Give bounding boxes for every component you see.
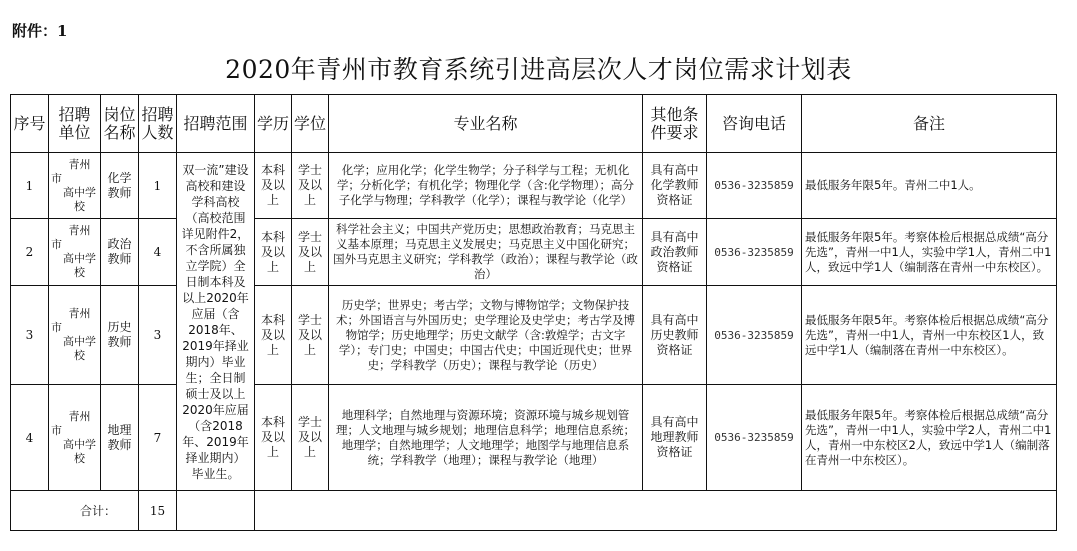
total-empty-scope: [177, 491, 255, 531]
education-cell: 本科及以上: [255, 286, 292, 385]
header-seq: 序号: [11, 95, 49, 153]
position-cell: 政治教师: [101, 219, 139, 286]
total-empty-rest: [255, 491, 1057, 531]
recruitment-plan-table: [10, 94, 1057, 531]
other-cell: 具有高中化学教师资格证: [643, 153, 707, 219]
position-cell: 地理教师: [101, 385, 139, 491]
seq-cell: 1: [11, 153, 49, 219]
attachment-label: 附件：1: [12, 22, 68, 40]
note-cell: 最低服务年限5年。青州二中1人。: [802, 153, 1057, 219]
seq-cell: 4: [11, 385, 49, 491]
total-count: 15: [139, 491, 177, 531]
unit-cell: 青州 市 高中学校: [49, 153, 101, 219]
phone-cell: 0536-3235859: [707, 385, 802, 491]
phone-cell: 0536-3235859: [707, 219, 802, 286]
header-note: 备注: [802, 95, 1057, 153]
scope-cell: 双一流”建设高校和建设学科高校（高校范围详见附件2，不含所属独立学院）全日制本科及以上2020年应届（含2018年、2019年择业期内）毕业生；全日制硕士及以上2020年应届（含2018年、2019年择业期内）毕业生。: [177, 153, 255, 491]
other-cell: 具有高中地理教师资格证: [643, 385, 707, 491]
major-cell: 历史学；世界史；考古学；文物与博物馆学；文物保护技术；外国语言与外国历史；史学理论及史学史；考古学及博物馆学；历史地理学；历史文献学（含:敦煌学；古文字学）；专门史；中国史；中国古代史；中国近现代史；世界史；学科教学（历史）；课程与教学论（历史）: [329, 286, 643, 385]
count-cell: 1: [139, 153, 177, 219]
degree-cell: 学士及以上: [292, 219, 329, 286]
degree-cell: 学士及以上: [292, 153, 329, 219]
seq-cell: 3: [11, 286, 49, 385]
header-row: [11, 95, 1057, 153]
note-cell: 最低服务年限5年。考察体检后根据总成绩“高分先选”，青州一中1人，青州一中东校区1人，致远中学1人（编制落在青州一中东校区）。: [802, 286, 1057, 385]
table-row: [11, 385, 1057, 491]
phone-cell: 0536-3235859: [707, 286, 802, 385]
table-row: [11, 286, 1057, 385]
position-cell: 化学教师: [101, 153, 139, 219]
header-degree: 学位: [292, 95, 329, 153]
other-cell: 具有高中政治教师资格证: [643, 219, 707, 286]
header-phone: 咨询电话: [707, 95, 802, 153]
count-cell: 4: [139, 219, 177, 286]
major-cell: 科学社会主义；中国共产党历史；思想政治教育；马克思主义基本原理；马克思主义发展史；马克思主义中国化研究；国外马克思主义研究；学科教学（政治）；课程与教学论（政治）: [329, 219, 643, 286]
note-cell: 最低服务年限5年。考察体检后根据总成绩“高分先选”，青州一中1人，实验中学2人，青州二中1人，青州一中东校区2人，致远中学1人（编制落在青州一中东校区）。: [802, 385, 1057, 491]
header-unit: 招聘单位: [49, 95, 101, 153]
count-cell: 7: [139, 385, 177, 491]
education-cell: 本科及以上: [255, 385, 292, 491]
degree-cell: 学士及以上: [292, 385, 329, 491]
header-position: 岗位名称: [101, 95, 139, 153]
unit-cell: 青州 市 高中学校: [49, 286, 101, 385]
other-cell: 具有高中历史教师资格证: [643, 286, 707, 385]
header-education: 学历: [255, 95, 292, 153]
table-row: [11, 153, 1057, 219]
position-cell: 历史教师: [101, 286, 139, 385]
seq-cell: 2: [11, 219, 49, 286]
major-cell: 地理科学；自然地理与资源环境；资源环境与城乡规划管理；人文地理与城乡规划；地理信息科学；地理信息系统；地理学；自然地理学；人文地理学；地图学与地理信息系统；学科教学（地理）；课程与教学论（地理）: [329, 385, 643, 491]
unit-cell: 青州 市 高中学校: [49, 385, 101, 491]
major-cell: 化学；应用化学；化学生物学；分子科学与工程；无机化学；分析化学；有机化学；物理化学（含:化学物理）；高分子化学与物理；学科教学（化学）；课程与教学论（化学）: [329, 153, 643, 219]
note-cell: 最低服务年限5年。考察体检后根据总成绩“高分先选”，青州一中1人，实验中学1人，青州二中1人，致远中学1人（编制落在青州一中东校区）。: [802, 219, 1057, 286]
education-cell: 本科及以上: [255, 153, 292, 219]
degree-cell: 学士及以上: [292, 286, 329, 385]
header-scope: 招聘范围: [177, 95, 255, 153]
header-other: 其他条件要求: [643, 95, 707, 153]
header-count: 招聘人数: [139, 95, 177, 153]
header-major: 专业名称: [329, 95, 643, 153]
phone-cell: 0536-3235859: [707, 153, 802, 219]
total-row: [11, 491, 1057, 531]
count-cell: 3: [139, 286, 177, 385]
page-title: 2020年青州市教育系统引进高层次人才岗位需求计划表: [225, 55, 852, 84]
education-cell: 本科及以上: [255, 219, 292, 286]
table-row: [11, 219, 1057, 286]
total-label: 合计：: [11, 491, 139, 531]
unit-cell: 青州 市 高中学校: [49, 219, 101, 286]
